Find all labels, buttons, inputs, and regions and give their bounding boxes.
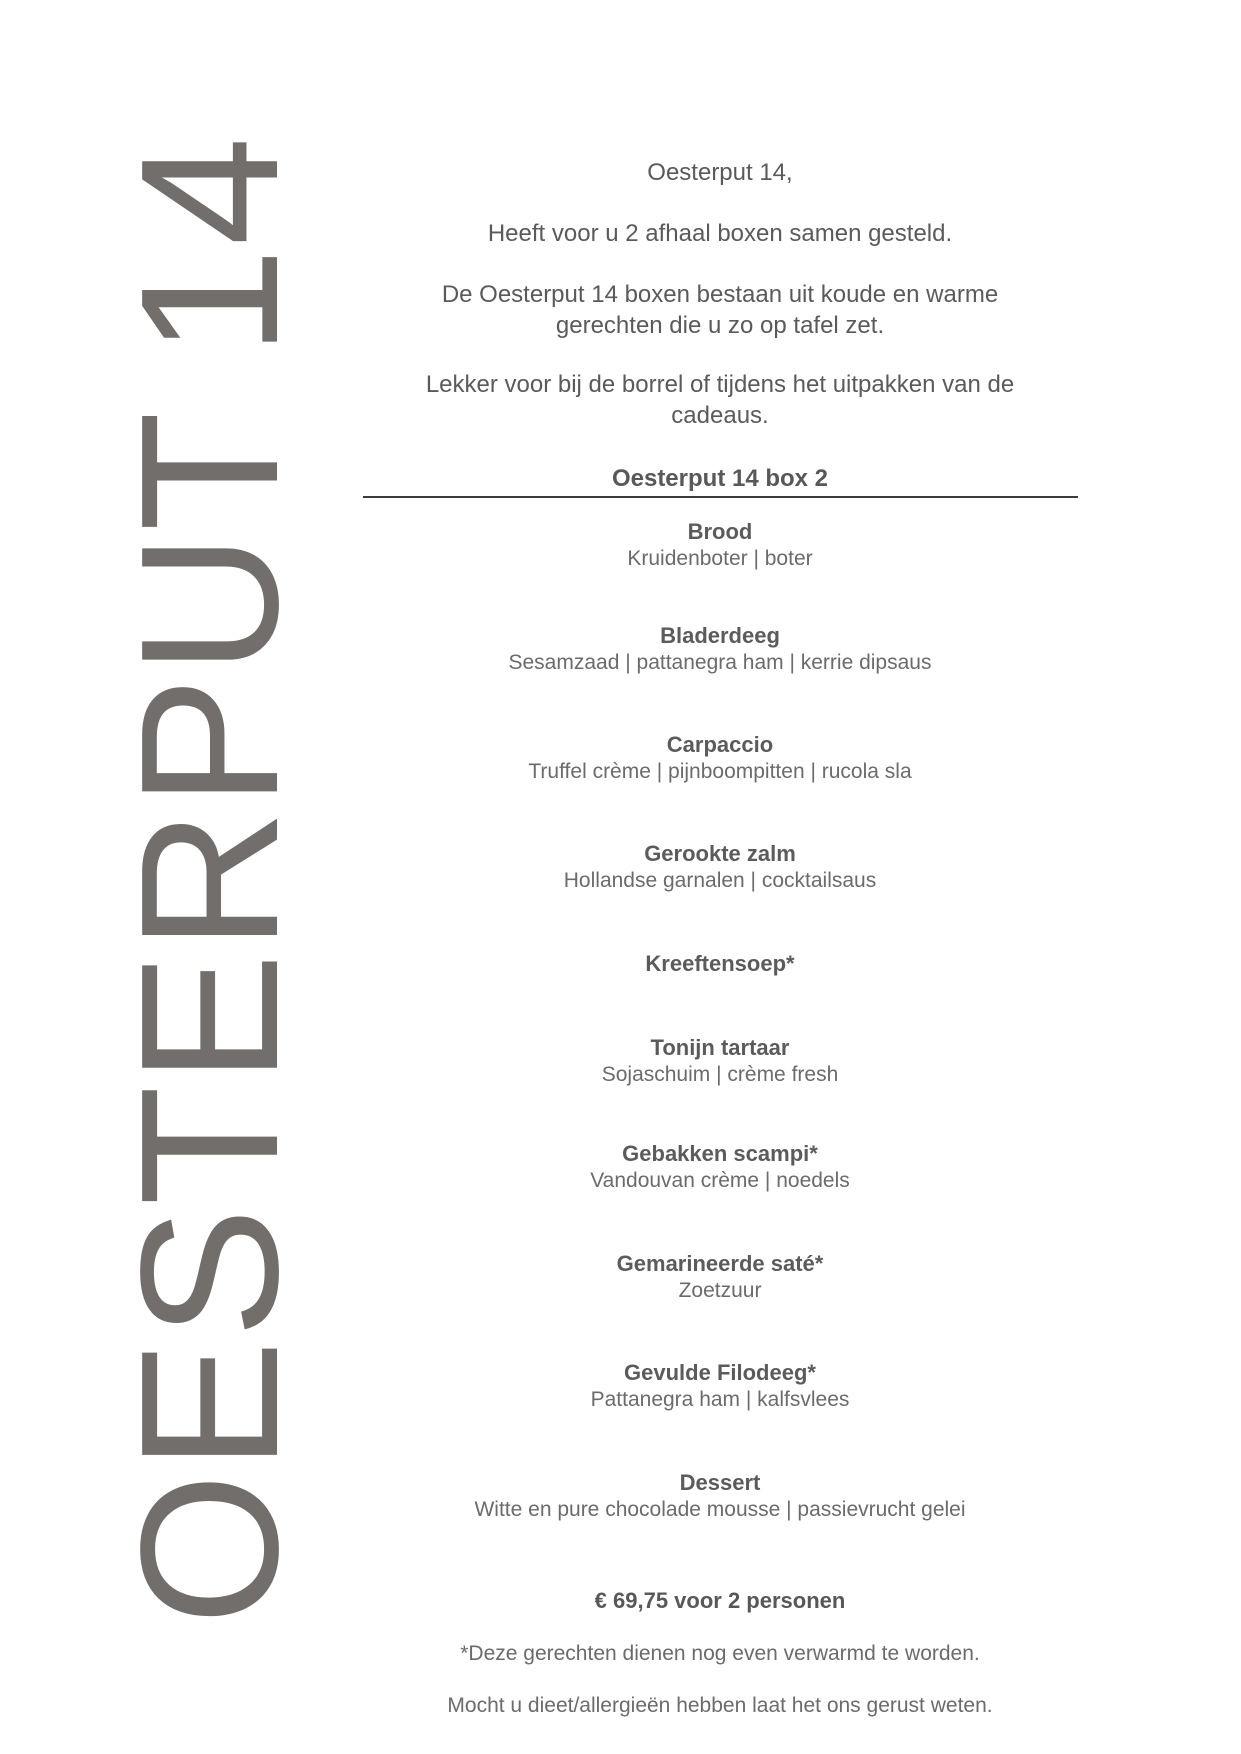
course-desc: Truffel crème | pijnboompitten | rucola sla [528, 760, 912, 783]
course-item [360, 1469, 1080, 1523]
course-name: Dessert [679, 1470, 761, 1495]
price: € 69,75 voor 2 personen [594, 1588, 846, 1613]
side-title-container [100, 134, 319, 1626]
course-item [360, 950, 1080, 977]
allergy-note: Mocht u dieet/allergieën hebben laat het ons gerust weten. [447, 1694, 993, 1717]
course-desc: Zoetzuur [678, 1279, 762, 1302]
intro-line-4b: cadeaus. [671, 402, 769, 429]
course-item [360, 1140, 1080, 1194]
course-item [360, 518, 1080, 572]
course-name: Gerookte zalm [644, 841, 796, 866]
course-desc: Vandouvan crème | noedels [590, 1169, 850, 1192]
course-item [360, 1359, 1080, 1413]
course-name: Brood [687, 519, 753, 544]
intro-line-4a: Lekker voor bij de borrel of tijdens het uitpakken van de [425, 371, 1015, 398]
course-desc: Witte en pure chocolade mousse | passievrucht gelei [474, 1498, 966, 1521]
course-name: Carpaccio [666, 732, 774, 757]
course-desc: Sojaschuim | crème fresh [601, 1063, 839, 1086]
intro-line-3b: gerechten die u zo op tafel zet. [555, 312, 885, 339]
box-title: Oesterput 14 box 2 [611, 465, 829, 492]
course-item [360, 1034, 1080, 1088]
side-title: OESTERPUT 14 [100, 134, 319, 1626]
course-desc: Pattanegra ham | kalfsvlees [590, 1388, 850, 1411]
intro-line-3a: De Oesterput 14 boxen bestaan uit koude en warme [441, 281, 999, 308]
course-item [360, 1250, 1080, 1304]
divider [363, 496, 1078, 498]
course-name: Gebakken scampi* [622, 1141, 818, 1166]
course-name: Bladerdeeg [660, 623, 780, 648]
intro-line-2: Heeft voor u 2 afhaal boxen samen gesteld. [487, 220, 953, 247]
course-item [360, 622, 1080, 676]
intro-paragraph-3 [360, 279, 1080, 341]
course-name: Tonijn tartaar [650, 1035, 790, 1060]
course-name: Kreeftensoep* [645, 951, 795, 976]
course-desc: Hollandse garnalen | cocktailsaus [563, 869, 877, 892]
course-item [360, 840, 1080, 894]
intro-line-1: Oesterput 14, [647, 159, 793, 186]
course-item [360, 731, 1080, 785]
reheat-note: *Deze gerechten dienen nog even verwarmd te worden. [460, 1642, 980, 1665]
course-name: Gevulde Filodeeg* [624, 1360, 816, 1385]
course-name: Gemarineerde saté* [616, 1251, 824, 1276]
course-desc: Sesamzaad | pattanegra ham | kerrie dipsaus [508, 651, 932, 674]
course-desc: Kruidenboter | boter [627, 547, 813, 570]
intro-paragraph-4 [360, 369, 1080, 431]
